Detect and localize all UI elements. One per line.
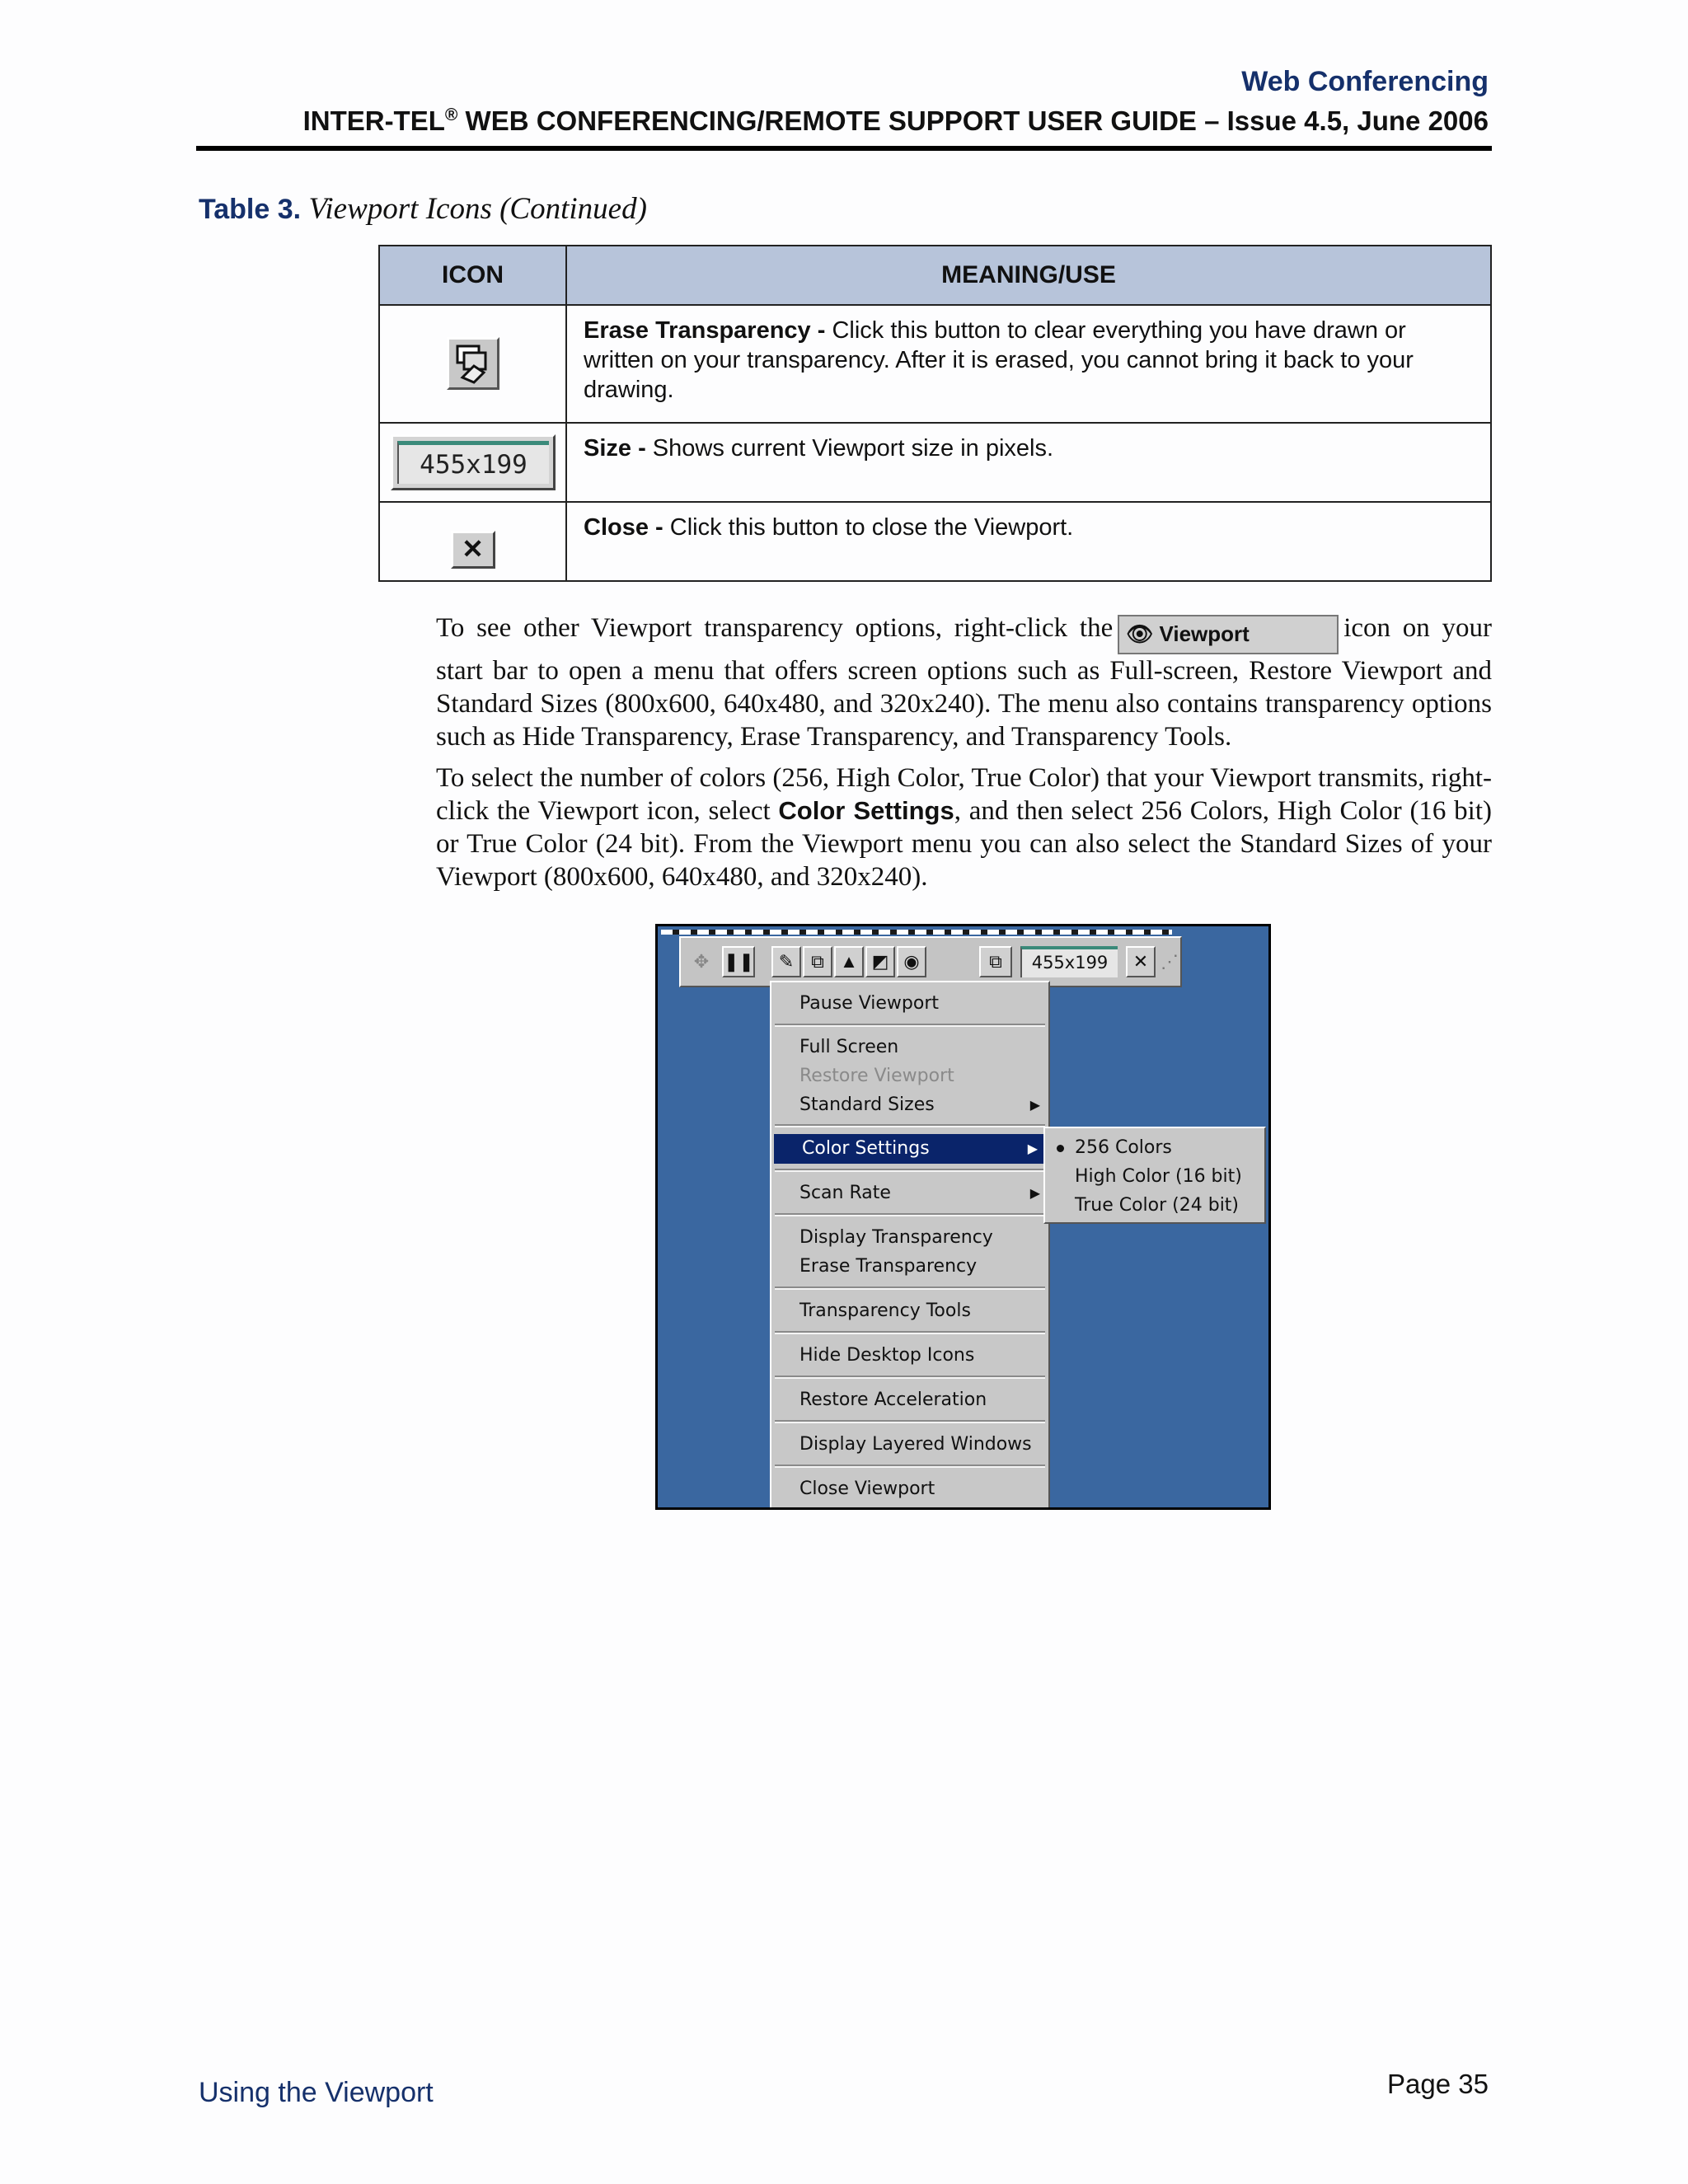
- paragraph-color-settings: [436, 762, 1492, 893]
- p2-text-before: To select the number of colors (256, High Color, True Color) that your Viewport transmits, right-click the Viewport icon, select: [436, 763, 1492, 826]
- viewport-button-label: Viewport: [1159, 621, 1250, 646]
- eye-icon: 👁: [1126, 621, 1154, 646]
- p1-text-before: To see other Viewport transparency options, right-click the: [436, 613, 1114, 643]
- pen-icon[interactable]: ✎: [771, 946, 801, 977]
- viewport-context-menu: [770, 981, 1050, 1510]
- menu-separator: [775, 1213, 1045, 1216]
- color-settings-submenu: [1043, 1127, 1266, 1224]
- viewport-menu-screenshot: [655, 924, 1271, 1510]
- term-size: Size -: [584, 435, 646, 462]
- pointer-icon[interactable]: ◩: [865, 946, 895, 977]
- size-display-value: 455x199: [397, 441, 549, 484]
- camera-icon[interactable]: ◉: [897, 946, 926, 977]
- term-erase-transparency: Erase Transparency -: [584, 317, 826, 344]
- desc-size: Shows current Viewport size in pixels.: [645, 435, 1054, 462]
- menu-item-restore-viewport: Restore Viewport: [799, 1066, 954, 1086]
- table-title: Viewport Icons (Continued): [308, 192, 647, 226]
- p1-text-after: icon on your start bar to open a menu that offers screen options such as Full-screen, Restore Viewport and Standard Sizes (800x600, 640x480, and 320x240). The menu also contains transparency options such as Hide Transparency, Erase Transparency, and Transparency Tools.: [436, 613, 1492, 752]
- menu-separator: [775, 1024, 1045, 1027]
- close-icon: ✕: [451, 531, 495, 569]
- menu-item-hide-desktop-icons[interactable]: Hide Desktop Icons: [799, 1345, 975, 1366]
- p2-text-after: , and then select 256 Colors, High Color (16 bit) or True Color (24 bit). From the Viewport menu you can also select the Standard Sizes of your Viewport (800x600, 640x480, and 320x240).: [436, 796, 1493, 892]
- menu-separator: [775, 1286, 1045, 1290]
- erase-transparency-icon[interactable]: ⧉: [979, 946, 1012, 977]
- col-header-icon: ICON: [379, 246, 566, 305]
- menu-item-erase-transparency[interactable]: Erase Transparency: [799, 1256, 978, 1277]
- move-icon[interactable]: ✥: [693, 951, 710, 972]
- highlight-icon[interactable]: ▲: [834, 946, 864, 977]
- meaning-cell: [566, 423, 1491, 502]
- table-row: [379, 502, 1491, 581]
- footer-section: Using the Viewport: [199, 2077, 434, 2108]
- submenu-arrow-icon: ▶: [1029, 1185, 1040, 1201]
- menu-item-transparency-tools[interactable]: Transparency Tools: [799, 1301, 971, 1321]
- menu-item-standard-sizes[interactable]: [771, 1090, 1048, 1120]
- desc-close: Click this button to close the Viewport.: [663, 514, 1074, 541]
- menu-separator: [775, 1376, 1045, 1379]
- header-section-title: Web Conferencing: [1241, 66, 1489, 97]
- icon-cell: [379, 502, 566, 581]
- viewport-taskbar-button: [1118, 615, 1339, 654]
- standard-sizes-label: Standard Sizes: [799, 1094, 935, 1115]
- table-caption: [199, 191, 647, 227]
- menu-separator: [775, 1169, 1045, 1172]
- pause-icon[interactable]: ❚❚: [722, 946, 755, 977]
- viewport-toolbar: [679, 936, 1182, 987]
- menu-item-close-viewport[interactable]: Close Viewport: [799, 1479, 935, 1499]
- icon-cell: [379, 423, 566, 502]
- menu-separator: [775, 1465, 1045, 1468]
- menu-item-scan-rate[interactable]: [771, 1179, 1048, 1208]
- guide-title-rest: WEB CONFERENCING/REMOTE SUPPORT USER GUIDE – Issue 4.5, June 2006: [457, 105, 1489, 136]
- desc-erase-transparency: Click this button to clear everything you have drawn or written on your transparency. After it is erased, you cannot bring it back to your drawing.: [584, 317, 1414, 403]
- scan-rate-label: Scan Rate: [799, 1183, 891, 1203]
- registered-mark: ®: [444, 105, 458, 124]
- viewport-border-dashes: [661, 930, 1172, 935]
- p2-bold-term: Color Settings: [778, 796, 954, 825]
- erase-transparency-icon: [447, 337, 499, 390]
- resize-grip-icon[interactable]: ⋰: [1160, 951, 1179, 972]
- submenu-item-true-color[interactable]: True Color (24 bit): [1075, 1195, 1240, 1216]
- meaning-cell: [566, 502, 1491, 581]
- menu-item-display-transparency[interactable]: Display Transparency: [799, 1227, 993, 1248]
- guide-title: [303, 105, 1489, 137]
- text-tool-icon[interactable]: ⧉: [803, 946, 832, 977]
- meaning-cell: [566, 305, 1491, 423]
- col-header-meaning: MEANING/USE: [566, 246, 1491, 305]
- table-header-row: [379, 246, 1491, 305]
- header-rule: [196, 146, 1492, 151]
- table-row: [379, 423, 1491, 502]
- c256-label: 256 Colors: [1075, 1137, 1172, 1158]
- close-icon[interactable]: ✕: [1126, 946, 1156, 977]
- menu-separator: [775, 1124, 1045, 1127]
- paragraph-transparency-options: [436, 612, 1492, 753]
- viewport-icons-table: [378, 245, 1492, 582]
- submenu-arrow-icon: ▶: [1027, 1141, 1038, 1156]
- submenu-arrow-icon: ▶: [1029, 1097, 1040, 1113]
- submenu-item-high-color[interactable]: High Color (16 bit): [1075, 1166, 1242, 1187]
- menu-item-pause-viewport[interactable]: Pause Viewport: [799, 993, 939, 1014]
- selected-bullet-icon: [1057, 1145, 1064, 1152]
- table-number: Table 3.: [199, 194, 302, 225]
- size-display-icon: [391, 434, 556, 490]
- icon-cell: [379, 305, 566, 423]
- menu-separator: [775, 1331, 1045, 1334]
- guide-title-prefix: INTER-TEL: [302, 105, 445, 136]
- color-settings-label: Color Settings: [802, 1138, 930, 1159]
- menu-item-color-settings[interactable]: [774, 1134, 1046, 1164]
- submenu-item-256-colors[interactable]: [1045, 1133, 1172, 1163]
- menu-item-display-layered-windows[interactable]: Display Layered Windows: [799, 1434, 1032, 1455]
- menu-separator: [775, 1420, 1045, 1423]
- menu-item-restore-acceleration[interactable]: Restore Acceleration: [799, 1390, 987, 1410]
- toolbar-size-display: 455x199: [1020, 946, 1118, 977]
- page-number: Page 35: [1387, 2069, 1489, 2099]
- table-row: [379, 305, 1491, 423]
- menu-item-full-screen[interactable]: Full Screen: [799, 1037, 899, 1057]
- term-close: Close -: [584, 514, 663, 541]
